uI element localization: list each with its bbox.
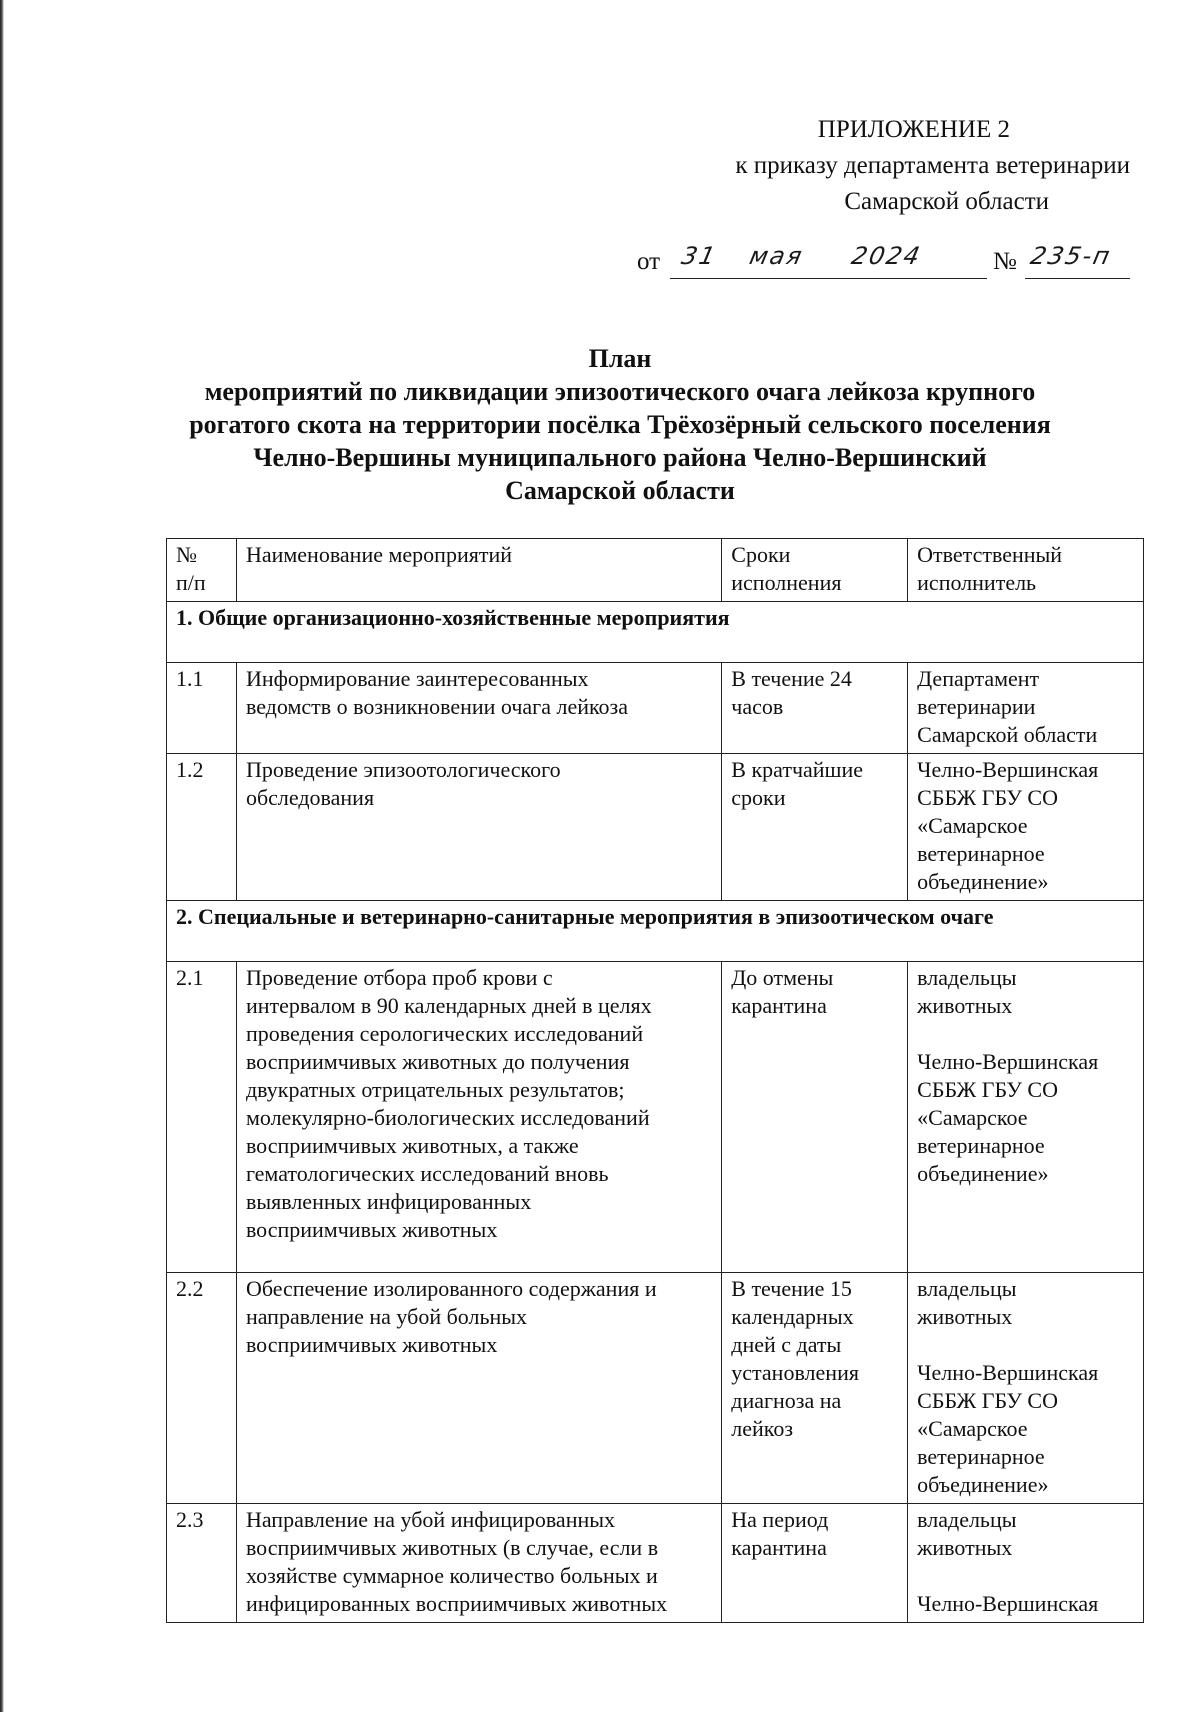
text-line: объединение» xyxy=(917,1472,1049,1497)
table-row xyxy=(167,962,1144,1273)
text-line: направление на убой больных xyxy=(245,1304,528,1329)
section-row xyxy=(167,901,1144,962)
text-line: сроки xyxy=(731,785,786,810)
order-number-field xyxy=(1025,242,1130,279)
number-label: № xyxy=(993,248,1017,275)
row-responsible xyxy=(908,962,1144,1273)
responsible-owners xyxy=(917,1506,1135,1562)
text-line: ветеринарное xyxy=(917,841,1045,866)
text-line: Самарской области xyxy=(917,722,1098,747)
row-name xyxy=(236,1504,721,1623)
text-line: объединение» xyxy=(917,869,1049,894)
text-line: СББЖ ГБУ СО xyxy=(917,785,1058,810)
text-line: «Самарское xyxy=(917,1105,1028,1130)
header-deadline-line: Сроки xyxy=(731,542,791,567)
order-reference: к приказу департамента ветеринарии xyxy=(735,152,1130,179)
text-line: ведомств о возникновении очага лейкоза xyxy=(245,694,629,719)
text-line: карантина xyxy=(731,993,827,1018)
section-2-title: 2. Специальные и ветеринарно-санитарные мероприятия в эпизоотическом очаге xyxy=(167,901,1144,962)
text-line: Проведение эпизоотологического xyxy=(245,757,561,782)
measures-table xyxy=(166,538,1144,1623)
document-title xyxy=(150,342,1090,507)
responsible-owners xyxy=(917,1275,1135,1331)
text-line: Челно-Вершинская xyxy=(917,757,1099,782)
text-line: В течение 24 xyxy=(731,666,852,691)
row-deadline xyxy=(722,754,908,901)
text-line: «Самарское xyxy=(917,813,1028,838)
title-line: Челно-Вершины муниципального района Челно-Вершинский xyxy=(253,443,987,472)
table-row xyxy=(167,754,1144,901)
responsible-vet xyxy=(917,1590,1135,1618)
title-line: мероприятий по ликвидации эпизоотического очага лейкоза крупного xyxy=(204,377,1036,406)
text-line: ветеринарии xyxy=(917,694,1036,719)
text-line: интервалом в 90 календарных дней в целях xyxy=(245,993,652,1018)
responsible-vet xyxy=(917,1048,1135,1188)
row-responsible xyxy=(908,1273,1144,1504)
text-line: двукратных отрицательных результатов; xyxy=(245,1077,625,1102)
text-line: карантина xyxy=(731,1535,827,1560)
row-responsible xyxy=(908,1504,1144,1623)
header-deadline xyxy=(722,539,908,602)
text-line: объединение» xyxy=(917,1161,1049,1186)
row-deadline xyxy=(722,1504,908,1623)
region-name: Самарской области xyxy=(844,188,1049,215)
text-line: обследования xyxy=(245,785,375,810)
text-line: календарных xyxy=(731,1304,854,1329)
text-line: Челно-Вершинская xyxy=(917,1049,1099,1074)
row-name xyxy=(236,1273,721,1504)
header-deadline-line: исполнения xyxy=(731,570,842,595)
title-line: рогатого скота на территории посёлка Трёхозёрный сельского поселения xyxy=(189,410,1051,439)
row-num: 2.3 xyxy=(167,1504,237,1623)
date-day: 31 xyxy=(679,242,720,270)
text-line: животных xyxy=(917,1304,1013,1329)
text-line: владельцы xyxy=(917,1507,1017,1532)
section-1-title: 1. Общие организационно-хозяйственные мероприятия xyxy=(167,602,1144,663)
text-line: установления xyxy=(731,1360,859,1385)
header-num-line: № xyxy=(176,542,197,567)
text-line: ветеринарное xyxy=(917,1133,1045,1158)
text-line: Департамент xyxy=(917,666,1040,691)
text-line: СББЖ ГБУ СО xyxy=(917,1388,1058,1413)
text-line: В кратчайшие xyxy=(731,757,864,782)
responsible-owners xyxy=(917,964,1135,1020)
order-date-field xyxy=(670,242,987,279)
text-line: На период xyxy=(731,1507,829,1532)
text-line: гематологических исследований вновь xyxy=(245,1161,609,1186)
row-deadline xyxy=(722,962,908,1273)
text-line: Проведение отбора проб крови с xyxy=(245,965,553,990)
text-line: выявленных инфицированных xyxy=(245,1189,532,1214)
text-line: В течение 15 xyxy=(731,1276,852,1301)
text-line: владельцы xyxy=(917,1276,1017,1301)
responsible-vet xyxy=(917,1359,1135,1499)
table-row xyxy=(167,663,1144,754)
row-num: 2.1 xyxy=(167,962,237,1273)
table-row xyxy=(167,1504,1144,1623)
date-from-label: от xyxy=(637,248,661,275)
title-line: План xyxy=(588,344,652,373)
text-line: молекулярно-биологических исследований xyxy=(245,1105,650,1130)
row-deadline xyxy=(722,663,908,754)
text-line: ветеринарное xyxy=(917,1444,1045,1469)
row-num: 1.2 xyxy=(167,754,237,901)
text-line: часов xyxy=(731,694,784,719)
row-name xyxy=(236,663,721,754)
text-line: хозяйстве суммарное количество больных и xyxy=(245,1563,658,1588)
text-line: восприимчивых животных xyxy=(245,1332,498,1357)
text-line: восприимчивых животных xyxy=(245,1217,498,1242)
row-num: 1.1 xyxy=(167,663,237,754)
row-responsible xyxy=(908,663,1144,754)
text-line: диагноза на xyxy=(731,1388,842,1413)
header-name: Наименование мероприятий xyxy=(236,539,721,602)
text-line: лейкоз xyxy=(731,1416,794,1441)
header-responsible-line: Ответственный xyxy=(917,542,1063,567)
section-row xyxy=(167,602,1144,663)
text-line: инфицированных восприимчивых животных xyxy=(245,1591,668,1616)
order-number: 235-п xyxy=(1028,242,1115,270)
text-line: проведения серологических исследований xyxy=(245,1021,644,1046)
text-line: восприимчивых животных, а также xyxy=(245,1133,579,1158)
row-name xyxy=(236,962,721,1273)
date-year: 2024 xyxy=(849,242,925,270)
text-line: «Самарское xyxy=(917,1416,1028,1441)
order-date-line xyxy=(637,242,1130,282)
text-line: Челно-Вершинская xyxy=(917,1591,1099,1616)
table-row xyxy=(167,1273,1144,1504)
date-month: мая xyxy=(747,242,807,270)
appendix-label: ПРИЛОЖЕНИЕ 2 xyxy=(817,116,1010,143)
text-line: восприимчивых животных (в случае, если в xyxy=(245,1535,659,1560)
header-num-line: п/п xyxy=(176,570,206,595)
text-line: До отмены xyxy=(731,965,834,990)
row-name xyxy=(236,754,721,901)
text-line: СББЖ ГБУ СО xyxy=(917,1077,1058,1102)
row-deadline xyxy=(722,1273,908,1504)
text-line: Информирование заинтересованных xyxy=(245,666,589,691)
text-line: Челно-Вершинская xyxy=(917,1360,1099,1385)
title-line: Самарской области xyxy=(505,476,735,505)
row-responsible xyxy=(908,754,1144,901)
text-line: животных xyxy=(917,1535,1013,1560)
text-line: владельцы xyxy=(917,965,1017,990)
text-line: Направление на убой инфицированных xyxy=(245,1507,616,1532)
row-num: 2.2 xyxy=(167,1273,237,1504)
text-line: животных xyxy=(917,993,1013,1018)
header-num xyxy=(167,539,237,602)
text-line: восприимчивых животных до получения xyxy=(245,1049,630,1074)
header-responsible-line: исполнитель xyxy=(917,570,1037,595)
table-header-row xyxy=(167,539,1144,602)
text-line: дней с даты xyxy=(731,1332,842,1357)
text-line: Обеспечение изолированного содержания и xyxy=(245,1276,657,1301)
header-responsible xyxy=(908,539,1144,602)
